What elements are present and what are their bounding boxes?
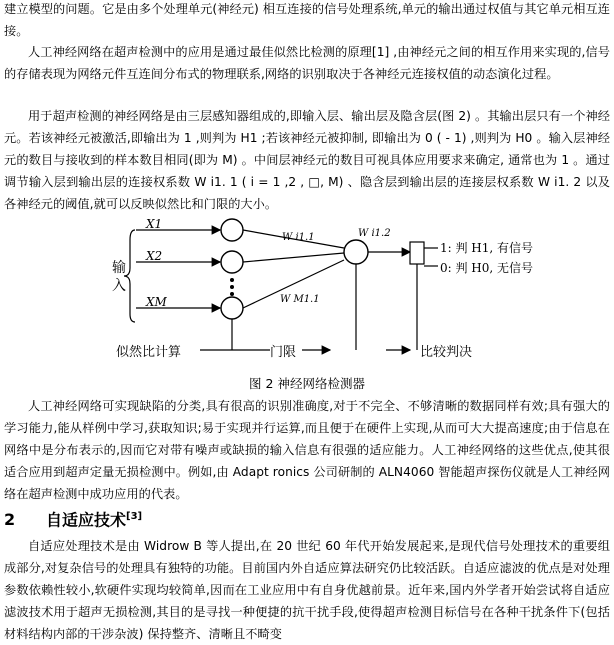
paragraph-4: 人工神经网络可实现缺陷的分类,具有很高的识别准确度,对于不完全、不够清晰的数据同样有效;具有强大的学习能力,能从样例中学习,获取知识;易于实现并行运算,而且便于在硬件上实现,从而可大大提高速度;由于信息在网络中是分布表示的,因而它对带有噪声或缺损的输入信息有很强的适应能力。人工神经网络的这些优点,使其很适合应用到超声定量无损检测中。例如,由 Adapt ronics 公司研制的 ALN4060 智能超声探伤仪就是人工神经网络在超声检测中成功应用的代表。 — [4, 399, 610, 501]
comparator-box — [410, 242, 424, 264]
weight-label-i12: W i1.2 — [358, 228, 391, 239]
threshold-label: 门限 — [270, 345, 297, 360]
compare-label: 比较判决 — [420, 345, 473, 360]
paragraph-3: 用于超声检测的神经网络是由三层感知器组成的,即输入层、输出层及隐含层(图 2) 。其输出层只有一个神经元。若该神经元被激活,即输出为 1 ,则判为 H1 ;若该神经元被抑制, 即输出为 0 ( - 1) ,则判为 H0 。输入层神经元的数目与接收到的样本数目相同(即为 M) 。中间层神经元的数目可视具体应用要求来确定, 通常也为 1 。通过调节输入层到输出层的连接权系数 W i1. 1 ( i = 1 ,2 , □, M) 、隐含层到输出层的连接层权系数 W i1. 2 以及各神经元的阈值,就可以反映似然比和门限的大小。 — [4, 109, 610, 211]
paragraph-2: 人工神经网络在超声检测中的应用是通过最佳似然比检测的原理[1] ,由神经元之间的相互作用来实现的,信号的存储表现为网络元件互连间分布式的物理联系,网络的识别取决于各神经元连接权值的动态演化过程。 — [4, 45, 610, 81]
input-neuron-2 — [221, 251, 243, 273]
section-heading — [4, 505, 142, 532]
output-h0-label: 0: 判 H0, 无信号 — [440, 261, 534, 275]
svg-text:入: 入 — [112, 278, 126, 294]
section-title: 自适应技术 — [46, 510, 127, 530]
paragraph-1: 建立模型的问题。它是由多个处理单元(神经元) 相互连接的信号处理系统,单元的输出通过权值与其它单元相互连接。 — [4, 2, 610, 38]
input-x1-label: X1 — [146, 217, 163, 231]
section-number: 2 — [4, 510, 16, 530]
output-neuron — [344, 240, 368, 264]
weight-label-i11: W i1.1 — [282, 232, 315, 243]
neural-network-diagram — [90, 210, 570, 370]
input-neuron-1 — [221, 219, 243, 241]
input-brace — [124, 230, 135, 322]
input-label: 输 — [112, 260, 126, 276]
figure-caption: 图 2 神经网络检测器 — [249, 376, 365, 391]
weight-label-m11: W M1.1 — [280, 294, 320, 305]
input-xm-label: XM — [146, 295, 167, 309]
input-x2-label: X2 — [146, 249, 163, 263]
section-reference: [3] — [126, 511, 143, 522]
paragraph-5: 自适应处理技术是由 Widrow B 等人提出,在 20 世纪 60 年代开始发展起来,是现代信号处理技术的重要组成部分,对复杂信号的处理具有独特的功能。目前国内外自适应算法研究仍比较活跃。自适应滤波的优点是对处理参数依赖性较小,软硬件实现均较简单,因而在工业应用中有自身优越前景。近年来,国内外学者开始尝试将自适应滤波技术用于超声无损检测,其目的是寻找一种便捷的抗干扰手段,使得超声检测目标信号在各种干扰条件下(包括材料结构内部的干涉杂波) 保持整齐、清晰且不畸变 — [4, 539, 610, 641]
input-neuron-m — [221, 297, 243, 319]
likelihood-label: 似然比计算 — [116, 345, 182, 360]
output-h1-label: 1: 判 H1, 有信号 — [440, 241, 534, 255]
